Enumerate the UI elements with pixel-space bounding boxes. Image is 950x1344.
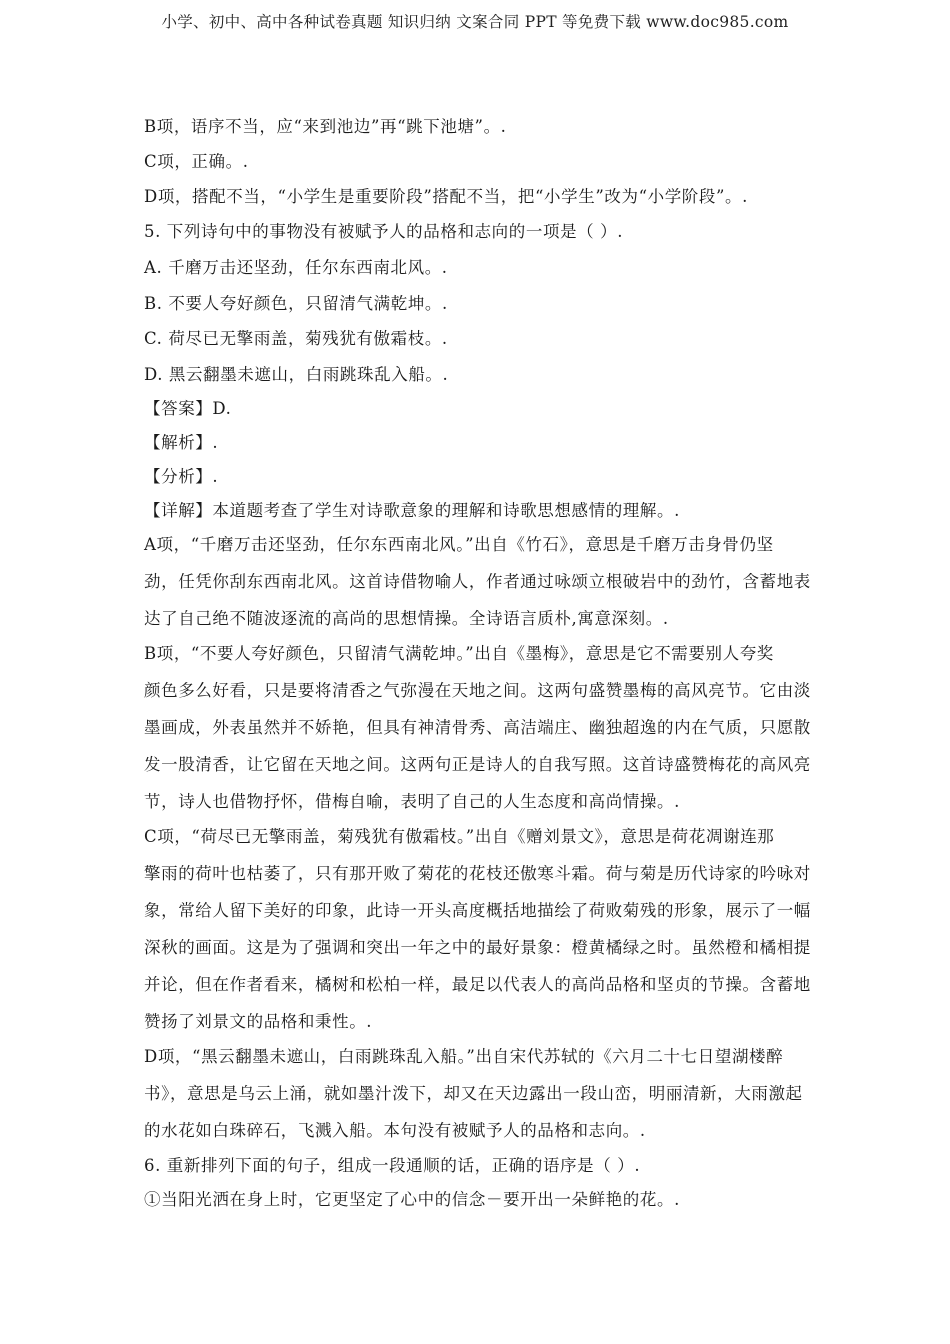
option-d: D. 黑云翻墨未遮山，白雨跳珠乱入船。. [144,365,449,384]
answer-label: 【答案】D. [144,399,232,418]
text-line: 象，常给人留下美好的印象，此诗一开头高度概括地描绘了荷败菊残的形象，展示了一幅 [144,901,811,920]
analysis-label: 【解析】. [144,433,219,452]
text-line: 劲，任凭你刮东西南北风。这首诗借物喻人，作者通过咏颂立根破岩中的劲竹，含蓄地表 [144,572,811,591]
question-title: 6. 重新排列下面的句子，组成一段通顺的话，正确的语序是（ ）. [144,1156,641,1175]
text-line: 发一股清香，让它留在天地之间。这两句正是诗人的自我写照。这首诗盛赞梅花的高风亮 [144,755,811,774]
text-line: B项，“不要人夸好颜色，只留清气满乾坤。”出自《墨梅》，意思是它不需要别人夸奖 [144,644,774,663]
text-line: 的水花如白珠碎石，飞溅入船。本句没有被赋予人的品格和志向。. [144,1121,646,1140]
option-b: B. 不要人夸好颜色，只留清气满乾坤。. [144,294,448,313]
text-line: 深秋的画面。这是为了强调和突出一年之中的最好景象：橙黄橘绿之时。虽然橙和橘相提 [144,938,811,957]
text-line: 达了自己绝不随波逐流的高尚的思想情操。全诗语言质朴,寓意深刻。. [144,609,669,628]
text-line: 节，诗人也借物抒怀，借梅自喻，表明了自己的人生态度和高尚情操。. [144,792,680,811]
page-header: 小学、初中、高中各种试卷真题 知识归纳 文案合同 PPT 等免费下载 www.doc985.com [161,13,789,31]
option-c: C. 荷尽已无擎雨盖，菊残犹有傲霜枝。. [144,329,448,348]
text-line: 书》，意思是乌云上涌，就如墨汁泼下，却又在天边露出一段山峦，明丽清新，大雨激起 [144,1084,803,1103]
text-line: A项，“千磨万击还坚劲，任尔东西南北风。”出自《竹石》，意思是千磨万击身骨仍坚 [144,535,774,554]
text-line: 墨画成，外表虽然并不娇艳，但具有神清骨秀、高洁端庄、幽独超逸的内在气质，只愿散 [144,718,811,737]
text-line: ①当阳光洒在身上时，它更坚定了心中的信念－要开出一朵鲜艳的花。. [144,1190,680,1209]
question-title: 5. 下列诗句中的事物没有被赋予人的品格和志向的一项是（ ）. [144,222,624,241]
text-line: C项，“荷尽已无擎雨盖，菊残犹有傲霜枝。”出自《赠刘景文》，意思是荷花凋谢连那 [144,827,775,846]
text-line: 颜色多么好看，只是要将清香之气弥漫在天地之间。这两句盛赞墨梅的高风亮节。它由淡 [144,681,811,700]
text-line: D项，搭配不当，“小学生是重要阶段”搭配不当，把“小学生”改为“小学阶段”。. [144,187,748,206]
text-line: C项，正确。. [144,152,249,171]
text-line: D项，“黑云翻墨未遮山，白雨跳珠乱入船。”出自宋代苏轼的《六月二十七日望湖楼醉 [144,1047,784,1066]
text-line: B项，语序不当，应“来到池边”再“跳下池塘”。. [144,117,507,136]
breakdown-label: 【分析】. [144,467,219,486]
text-line: 并论，但在作者看来，橘树和松柏一样，最足以代表人的高尚品格和坚贞的节操。含蓄地 [144,975,811,994]
text-line: 擎雨的荷叶也枯萎了，只有那开败了菊花的花枝还傲寒斗霜。荷与菊是历代诗家的吟咏对 [144,864,811,883]
detail-line: 【详解】本道题考查了学生对诗歌意象的理解和诗歌思想感情的理解。. [144,501,680,520]
option-a: A. 千磨万击还坚劲，任尔东西南北风。. [144,258,448,277]
text-line: 赞扬了刘景文的品格和秉性。. [144,1012,373,1031]
